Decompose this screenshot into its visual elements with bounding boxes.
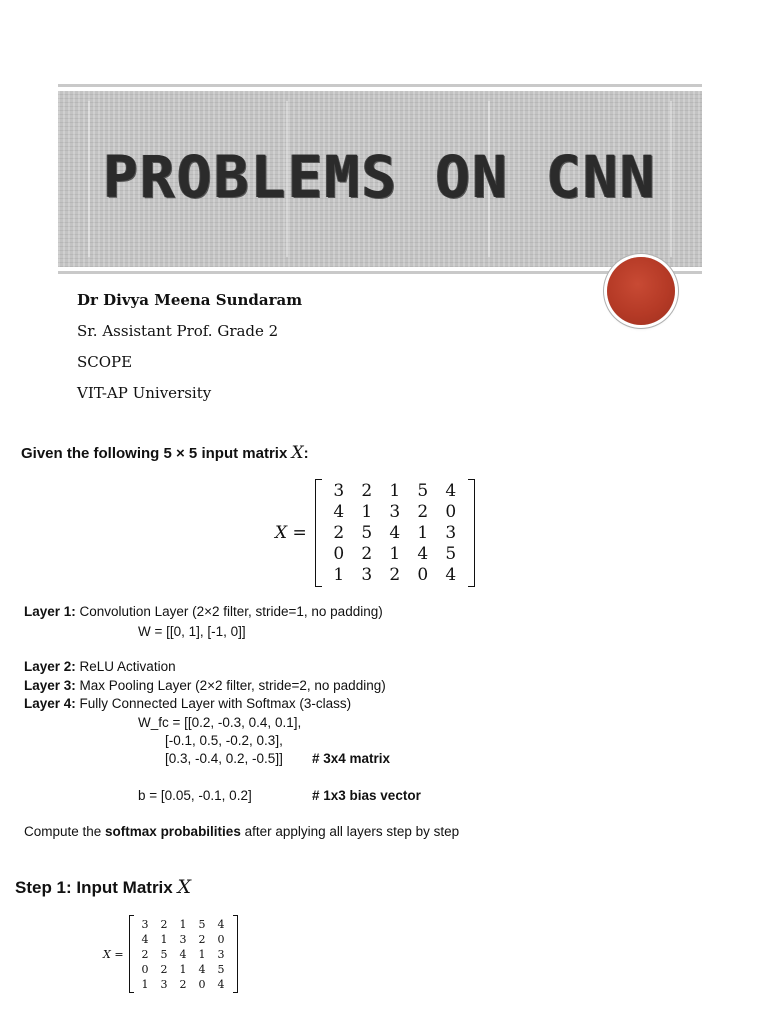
matrix-row: [136, 932, 231, 947]
title-banner: [58, 91, 702, 267]
matrix-cell: 2: [417, 502, 429, 522]
matrix-cell: 3: [217, 947, 225, 961]
layer2-label: Layer 2:: [24, 659, 76, 674]
layer4-text: Fully Connected Layer with Softmax (3-class): [75, 696, 352, 711]
step1-right-bracket: [233, 915, 238, 993]
matrix-row: [325, 502, 465, 523]
matrix-cell: 4: [141, 932, 149, 946]
step1-left-bracket: [129, 915, 134, 993]
matrix-cell: 3: [445, 523, 457, 543]
compute-bold: softmax probabilities: [105, 824, 241, 839]
layer3-line: [24, 678, 386, 693]
left-bracket: [315, 479, 322, 587]
matrix-cell: 4: [333, 502, 345, 522]
matrix-cell: 4: [445, 481, 457, 501]
matrix-cell: 1: [333, 565, 345, 585]
bias-line: b = [0.05, -0.1, 0.2]: [138, 788, 252, 803]
matrix-cell: 0: [141, 962, 149, 976]
layer2-line: [24, 659, 176, 674]
matrix-cell: 2: [141, 947, 149, 961]
matrix-cell: 1: [141, 977, 149, 991]
matrix-row: [136, 977, 231, 992]
matrix-cell: 4: [417, 544, 429, 564]
layer3-text: Max Pooling Layer (2×2 filter, stride=2, no padding): [75, 678, 386, 693]
matrix-row: [325, 481, 465, 502]
matrix-cell: 5: [198, 917, 206, 931]
matrix-cell: 3: [361, 565, 373, 585]
matrix-cell: 2: [389, 565, 401, 585]
matrix-cell: 3: [160, 977, 168, 991]
matrix-row: [136, 917, 231, 932]
compute-prefix: Compute the: [24, 824, 106, 839]
compute-instruction: [24, 824, 459, 839]
matrix-cell: 2: [333, 523, 345, 543]
matrix-cell: 1: [417, 523, 429, 543]
input-matrix: [275, 479, 475, 587]
matrix-cell: 4: [389, 523, 401, 543]
step1-heading-symbol: X: [177, 876, 191, 898]
matrix-cell: 0: [333, 544, 345, 564]
matrix-cell: 0: [217, 932, 225, 946]
step1-heading: [15, 876, 191, 898]
layer3-label: Layer 3:: [24, 678, 76, 693]
layer4-label: Layer 4:: [24, 696, 76, 711]
matrix-cell: 1: [198, 947, 206, 961]
step1-matrix-body: [136, 917, 231, 992]
matrix-body: [325, 481, 465, 586]
matrix-cell: 1: [179, 917, 187, 931]
decorative-red-circle: [607, 257, 675, 325]
author-university: VIT-AP University: [77, 384, 212, 402]
right-bracket: [468, 479, 475, 587]
matrix-cell: 5: [417, 481, 429, 501]
matrix-cell: 0: [417, 565, 429, 585]
matrix-cell: 3: [141, 917, 149, 931]
layer1-text: Convolution Layer (2×2 filter, stride=1, no padding): [75, 604, 383, 619]
wfc-line-3: [0.3, -0.4, 0.2, -0.5]]: [165, 751, 283, 766]
matrix-cell: 3: [179, 932, 187, 946]
matrix-cell: 5: [160, 947, 168, 961]
matrix-cell: 2: [361, 481, 373, 501]
matrix-cell: 1: [160, 932, 168, 946]
matrix-cell: 4: [217, 977, 225, 991]
author-school: SCOPE: [77, 353, 133, 371]
matrix-row: [136, 962, 231, 977]
matrix-cell: 2: [179, 977, 187, 991]
matrix-cell: 1: [389, 481, 401, 501]
step1-matrix: [103, 915, 238, 993]
page-title: PROBLEMS ON CNN: [103, 143, 657, 211]
matrix-cell: 2: [361, 544, 373, 564]
matrix-cell: 4: [445, 565, 457, 585]
matrix-row: [325, 544, 465, 565]
step1-heading-text: Step 1: Input Matrix: [15, 878, 173, 897]
matrix-cell: 5: [217, 962, 225, 976]
matrix-cell: 2: [160, 962, 168, 976]
matrix-cell: 4: [198, 962, 206, 976]
layer1-weights: W = [[0, 1], [-1, 0]]: [138, 624, 246, 639]
matrix-cell: 0: [198, 977, 206, 991]
matrix-row: [136, 947, 231, 962]
step1-matrix-lhs: X =: [103, 947, 124, 961]
matrix-cell: 1: [389, 544, 401, 564]
problem-intro: [21, 443, 309, 463]
matrix-cell: 4: [217, 917, 225, 931]
matrix-row: [325, 523, 465, 544]
matrix-cell: 3: [333, 481, 345, 501]
matrix-cell: 2: [198, 932, 206, 946]
top-rule: [58, 84, 702, 87]
matrix-cell: 5: [361, 523, 373, 543]
matrix-row: [325, 565, 465, 586]
compute-suffix: after applying all layers step by step: [240, 824, 460, 839]
matrix-cell: 0: [445, 502, 457, 522]
layer1-label: Layer 1:: [24, 604, 76, 619]
author-name: Dr Divya Meena Sundaram: [77, 291, 303, 309]
matrix-cell: 1: [361, 502, 373, 522]
bias-comment: # 1x3 bias vector: [312, 788, 421, 803]
matrix-cell: 5: [445, 544, 457, 564]
matrix-cell: 4: [179, 947, 187, 961]
problem-intro-symbol: X: [291, 443, 304, 463]
matrix-lhs: X =: [275, 523, 307, 543]
matrix-cell: 2: [160, 917, 168, 931]
wfc-line-1: W_fc = [[0.2, -0.3, 0.4, 0.1],: [138, 715, 302, 730]
layer1-line: [24, 604, 383, 619]
wfc-line-2: [-0.1, 0.5, -0.2, 0.3],: [165, 733, 283, 748]
problem-intro-text: Given the following 5 × 5 input matrix: [21, 445, 288, 462]
matrix-cell: 1: [179, 962, 187, 976]
layer2-text: ReLU Activation: [75, 659, 176, 674]
layer4-line: [24, 696, 351, 711]
problem-intro-colon: :: [303, 445, 309, 462]
author-position: Sr. Assistant Prof. Grade 2: [77, 322, 279, 340]
matrix-cell: 3: [389, 502, 401, 522]
bottom-rule: [58, 271, 702, 274]
wfc-comment: # 3x4 matrix: [312, 751, 391, 766]
